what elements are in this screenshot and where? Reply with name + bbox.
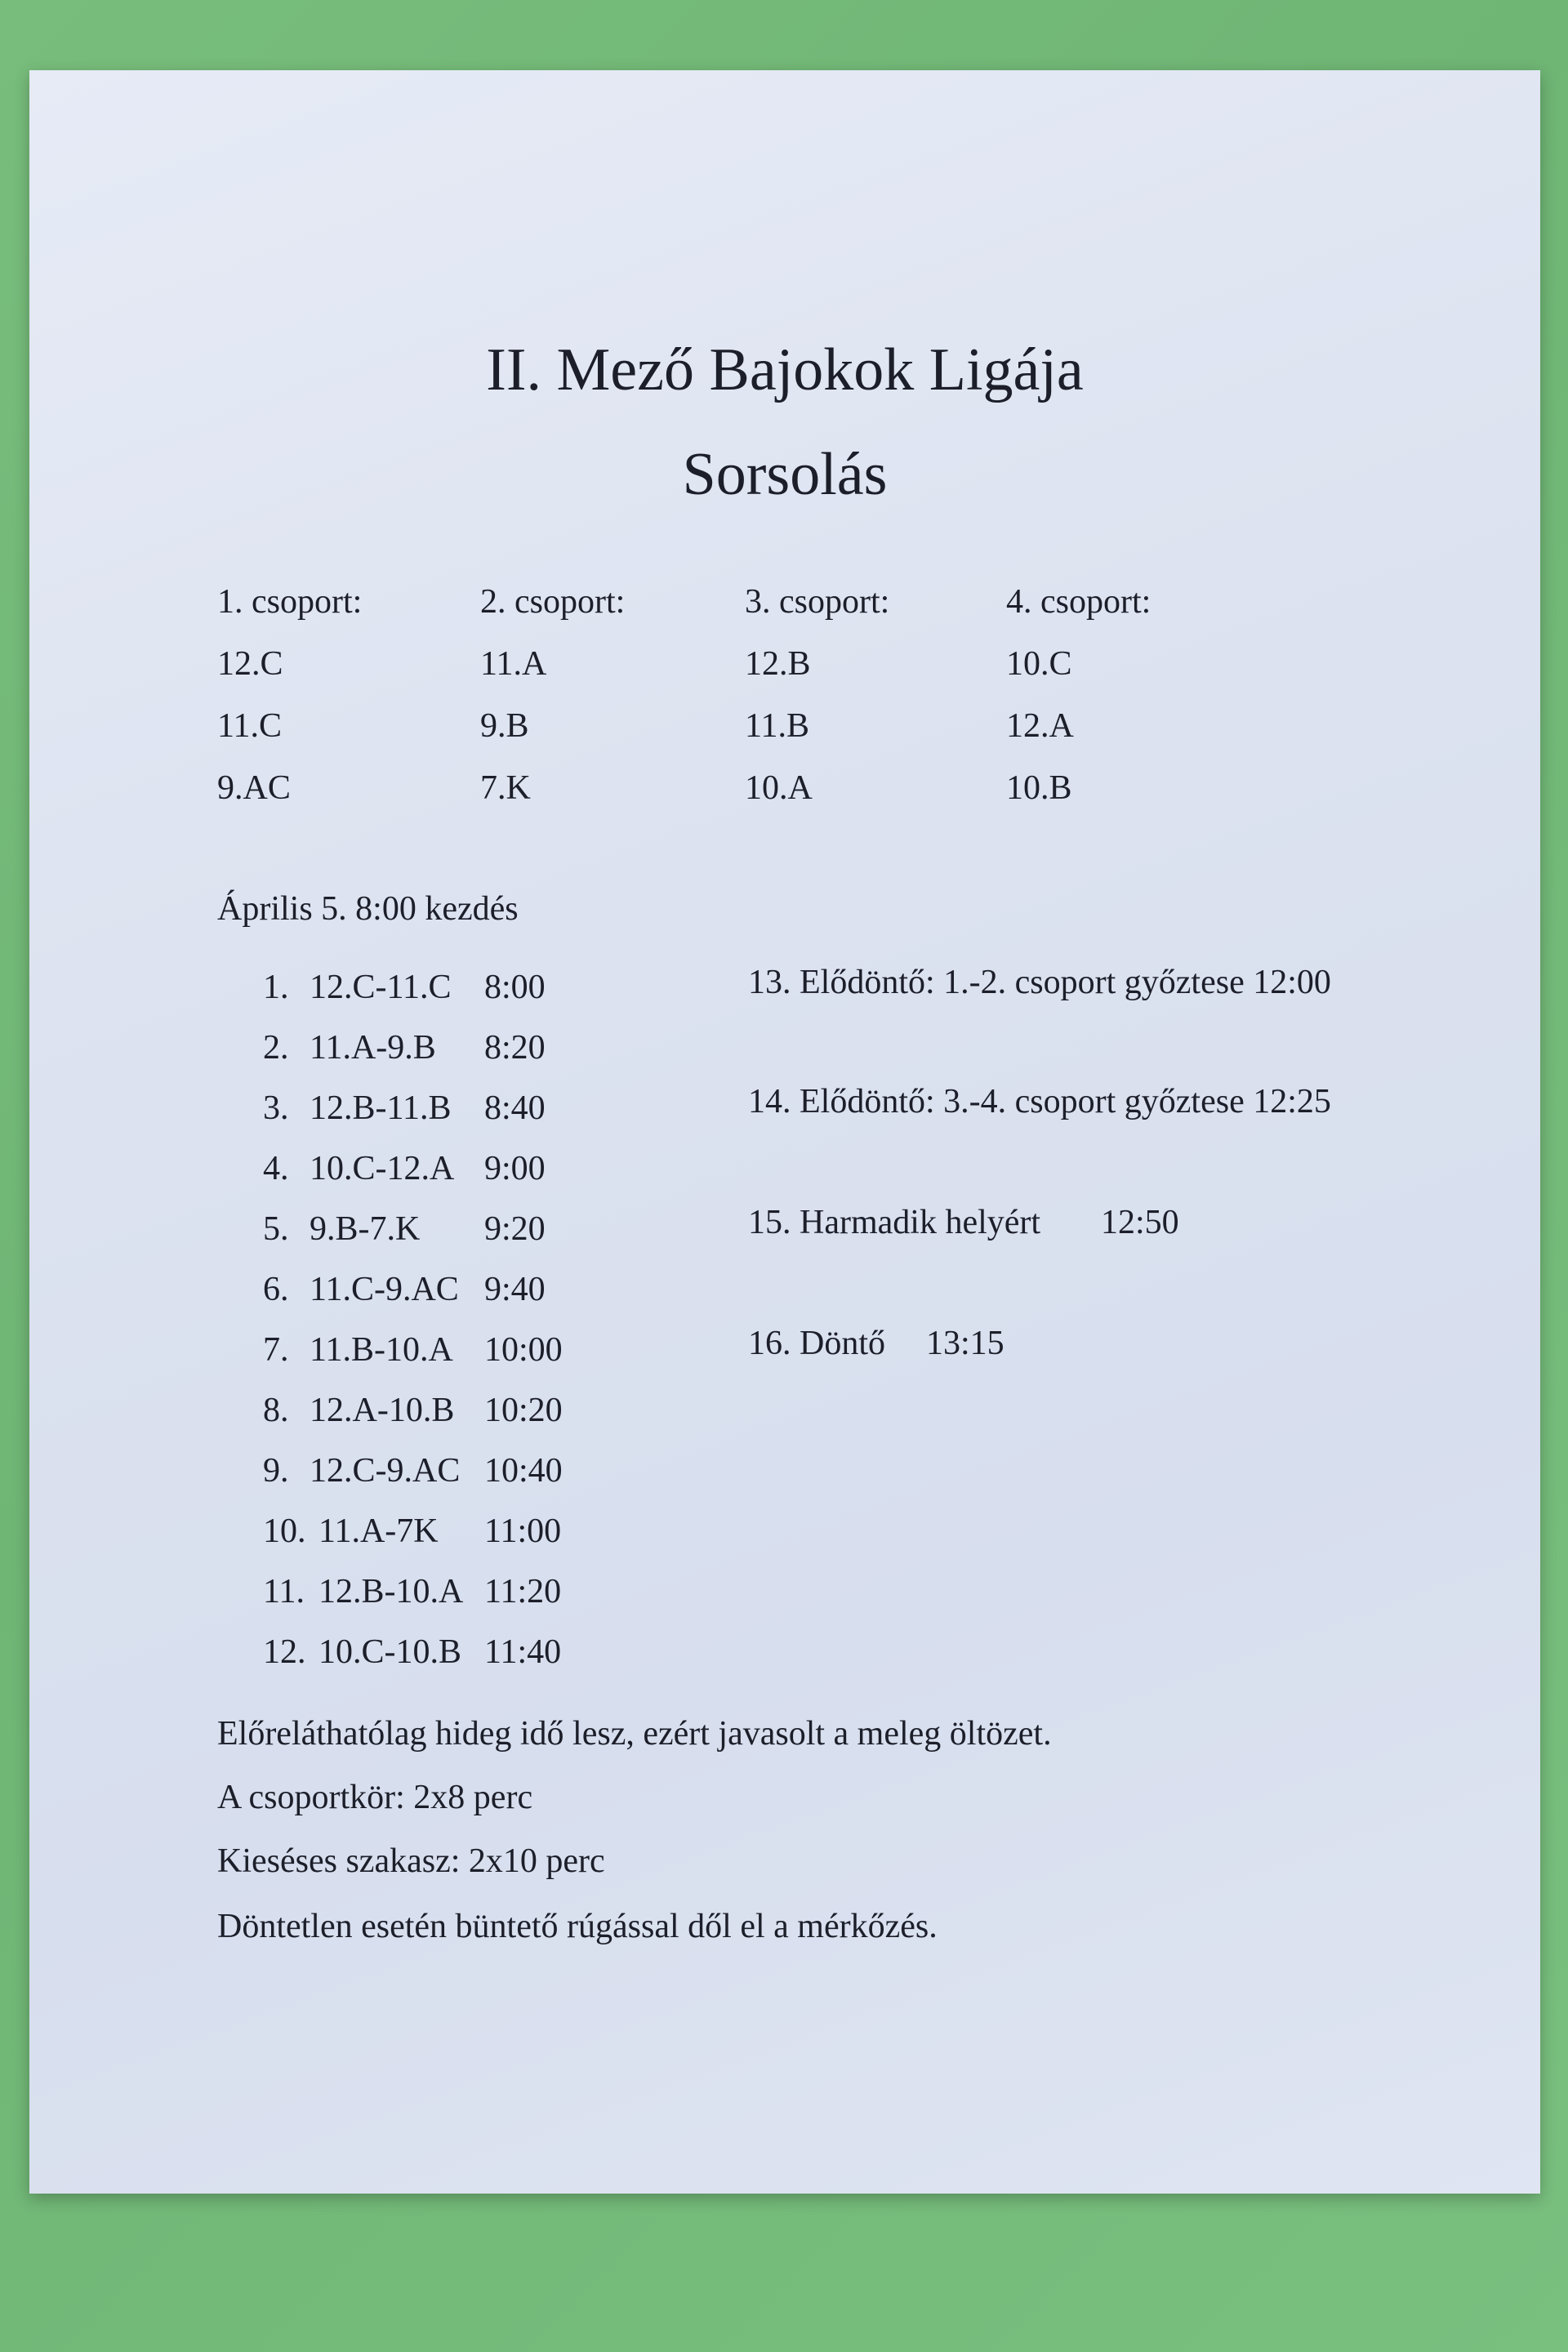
match-number: 7. (263, 1331, 289, 1369)
match-time: 11:40 (484, 1633, 562, 1671)
match-number: 4. (263, 1150, 289, 1187)
title-line-1: II. Mező Bajokok Ligája (486, 336, 1084, 403)
group-2-team-2: 9.B (480, 707, 529, 745)
match-time: 10:20 (484, 1392, 563, 1429)
group-1-team-3: 9.AC (217, 769, 291, 807)
match-number: 2. (263, 1029, 289, 1067)
match-teams: 9.B-7.K (310, 1210, 421, 1248)
knockout-semifinal-1: 13. Elődöntő: 1.-2. csoport győztese 12:00 (748, 964, 1331, 1001)
group-2-team-3: 7.K (480, 769, 531, 807)
note-knockout-duration: Kieséses szakasz: 2x10 perc (217, 1842, 605, 1880)
match-number: 6. (263, 1271, 289, 1308)
match-time: 8:00 (484, 969, 546, 1006)
match-time: 8:20 (484, 1029, 546, 1067)
match-number: 10. (263, 1512, 306, 1550)
knockout-semifinal-2: 14. Elődöntő: 3.-4. csoport győztese 12:25 (748, 1083, 1331, 1120)
group-3-team-2: 11.B (745, 707, 809, 745)
match-teams: 11.A-7K (318, 1512, 439, 1550)
match-number: 12. (263, 1633, 306, 1671)
group-2-label: 2. csoport: (480, 583, 626, 621)
match-teams: 10.C-12.A (310, 1150, 455, 1187)
match-teams: 12.B-10.A (318, 1573, 464, 1610)
title-line-2: Sorsolás (682, 441, 888, 508)
note-tiebreak: Döntetlen esetén büntető rúgással dől el a mérkőzés. (217, 1908, 938, 1945)
match-time: 9:00 (484, 1150, 546, 1187)
paper-sheet (29, 70, 1540, 2194)
group-3-label: 3. csoport: (745, 583, 890, 621)
group-4-team-1: 10.C (1006, 645, 1072, 683)
group-4-label: 4. csoport: (1006, 583, 1152, 621)
group-1-label: 1. csoport: (217, 583, 363, 621)
match-time: 10:00 (484, 1331, 563, 1369)
knockout-third-place-time: 12:50 (1101, 1204, 1179, 1241)
match-teams: 11.A-9.B (310, 1029, 436, 1067)
match-time: 9:20 (484, 1210, 546, 1248)
group-4-team-2: 12.A (1006, 707, 1074, 745)
note-group-stage-duration: A csoportkör: 2x8 perc (217, 1779, 533, 1816)
group-1-team-1: 12.C (217, 645, 283, 683)
note-weather: Előreláthatólag hideg idő lesz, ezért javasolt a meleg öltözet. (217, 1715, 1052, 1753)
match-number: 1. (263, 969, 289, 1006)
match-teams: 12.C-11.C (310, 969, 452, 1006)
match-teams: 12.C-9.AC (310, 1452, 461, 1490)
match-teams: 10.C-10.B (318, 1633, 462, 1671)
match-teams: 12.B-11.B (310, 1089, 452, 1127)
match-time: 11:00 (484, 1512, 562, 1550)
match-teams: 12.A-10.B (310, 1392, 455, 1429)
match-number: 9. (263, 1452, 289, 1490)
group-3-team-3: 10.A (745, 769, 813, 807)
match-time: 10:40 (484, 1452, 563, 1490)
knockout-final-label: 16. Döntő (748, 1325, 885, 1362)
knockout-third-place-label: 15. Harmadik helyért (748, 1204, 1041, 1241)
group-1-team-2: 11.C (217, 707, 282, 745)
match-number: 11. (263, 1573, 305, 1610)
group-2-team-1: 11.A (480, 645, 547, 683)
match-time: 9:40 (484, 1271, 546, 1308)
knockout-final-time: 13:15 (926, 1325, 1004, 1362)
match-time: 11:20 (484, 1573, 562, 1610)
group-3-team-1: 12.B (745, 645, 811, 683)
match-teams: 11.C-9.AC (310, 1271, 459, 1308)
match-time: 8:40 (484, 1089, 546, 1127)
schedule-heading: Április 5. 8:00 kezdés (217, 890, 519, 928)
match-number: 8. (263, 1392, 289, 1429)
match-number: 5. (263, 1210, 289, 1248)
match-number: 3. (263, 1089, 289, 1127)
match-teams: 11.B-10.A (310, 1331, 453, 1369)
group-4-team-3: 10.B (1006, 769, 1072, 807)
